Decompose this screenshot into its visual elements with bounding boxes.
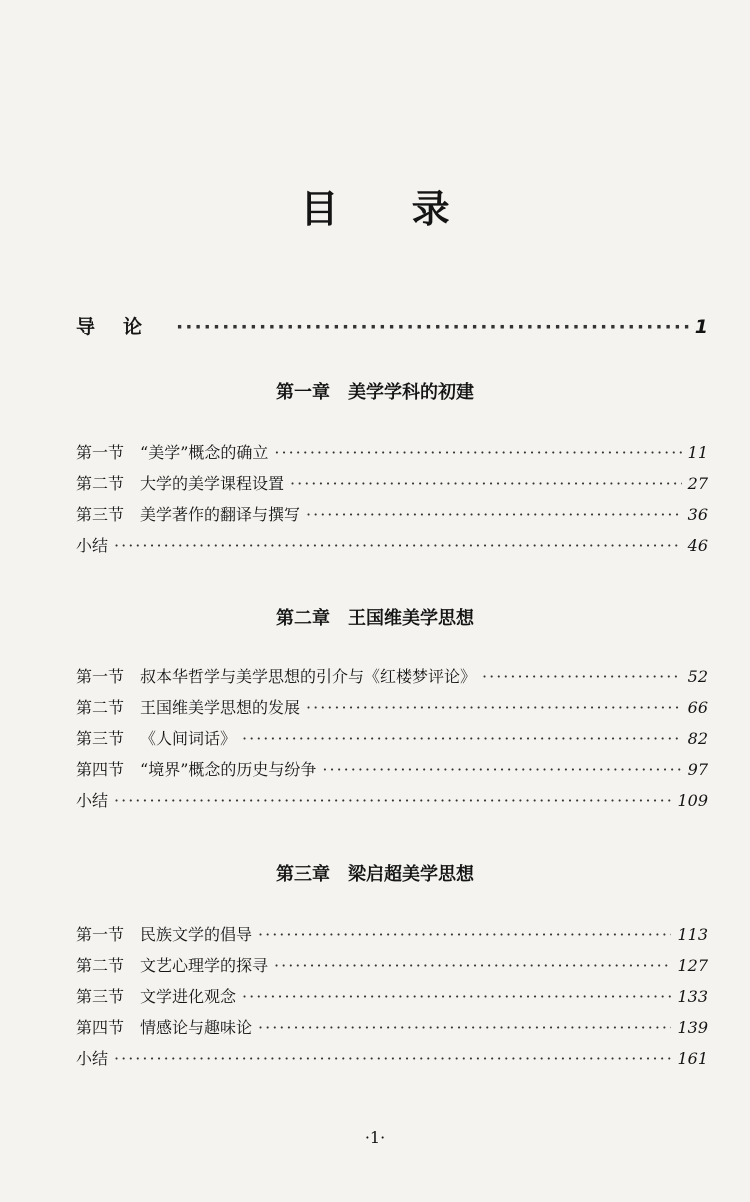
section-number: 第三节 [76, 505, 125, 524]
intro-label: 导论 [76, 316, 171, 338]
toc-intro-row[interactable] [76, 312, 708, 339]
section-title: 王国维美学思想的发展 [140, 698, 301, 717]
toc-entry[interactable] [76, 922, 708, 953]
leader-dots [290, 474, 682, 493]
leader-dots [482, 667, 682, 686]
toc-entry[interactable] [76, 471, 708, 502]
leader-dots [242, 729, 682, 748]
intro-page-number: 1 [694, 316, 708, 338]
section-title: 《人间词话》 [140, 729, 237, 748]
leader-dots [176, 316, 689, 338]
section-title: 小结 [76, 536, 109, 555]
section-number: 第二节 [76, 474, 125, 493]
chapter-title: 美学学科的初建 [348, 382, 474, 403]
toc-entry[interactable] [76, 440, 708, 471]
leader-dots [306, 698, 682, 717]
page-number: 139 [677, 1018, 708, 1037]
section-title: “境界”概念的历史与纷争 [140, 760, 317, 779]
section-title: 叔本华哲学与美学思想的引介与《红楼梦评论》 [140, 667, 477, 686]
chapter-title: 王国维美学思想 [348, 608, 474, 629]
toc-entry[interactable] [76, 757, 708, 788]
chapter-1-entries [76, 440, 708, 564]
page-number: 66 [687, 698, 708, 717]
toc-entry[interactable] [76, 788, 708, 819]
toc-entry[interactable] [76, 1015, 708, 1046]
section-number: 第四节 [76, 760, 125, 779]
page-number: 113 [677, 925, 708, 944]
page-number: 36 [687, 505, 708, 524]
leader-dots [258, 925, 671, 944]
toc-entry[interactable] [76, 695, 708, 726]
chapter-heading-1 [0, 378, 750, 404]
leader-dots [322, 760, 681, 779]
toc-entry[interactable] [76, 726, 708, 757]
section-title: 情感论与趣味论 [140, 1018, 253, 1037]
section-number: 第三节 [76, 987, 125, 1006]
chapter-2-entries [76, 664, 708, 819]
section-number: 第一节 [76, 443, 125, 462]
section-title: 小结 [76, 791, 109, 810]
leader-dots [242, 987, 671, 1006]
section-number: 第一节 [76, 667, 125, 686]
section-title: 大学的美学课程设置 [140, 474, 285, 493]
leader-dots [114, 536, 682, 555]
page-title: 目 录 [300, 187, 480, 231]
page-number: 82 [687, 729, 708, 748]
page-number: 133 [677, 987, 708, 1006]
section-title: 小结 [76, 1049, 109, 1068]
page-footer-number: ·1· [364, 1128, 386, 1147]
section-number: 第二节 [76, 956, 125, 975]
toc-entry[interactable] [76, 502, 708, 533]
page-number: 127 [677, 956, 708, 975]
section-number: 第一节 [76, 925, 125, 944]
page-number: 97 [687, 760, 708, 779]
page-number: 11 [687, 443, 708, 462]
toc-entry[interactable] [76, 664, 708, 695]
section-number: 第三节 [76, 729, 125, 748]
toc-entry[interactable] [76, 984, 708, 1015]
leader-dots [274, 956, 671, 975]
toc-entry[interactable] [76, 1046, 708, 1077]
chapter-number: 第二章 [276, 608, 330, 629]
leader-dots [306, 505, 682, 524]
section-title: 美学著作的翻译与撰写 [140, 505, 301, 524]
page-number: 27 [687, 474, 708, 493]
section-number: 第四节 [76, 1018, 125, 1037]
page-number: 109 [677, 791, 708, 810]
section-title: 民族文学的倡导 [140, 925, 253, 944]
chapter-title: 梁启超美学思想 [348, 864, 474, 885]
section-title: “美学”概念的确立 [140, 443, 269, 462]
leader-dots [274, 443, 681, 462]
toc-entry[interactable] [76, 953, 708, 984]
page-number: 46 [687, 536, 708, 555]
chapter-number: 第三章 [276, 864, 330, 885]
section-number: 第二节 [76, 698, 125, 717]
section-title: 文艺心理学的探寻 [140, 956, 269, 975]
chapter-3-entries [76, 922, 708, 1077]
bleed-through [70, 60, 83, 79]
page-number: 52 [687, 667, 708, 686]
leader-dots [114, 1049, 671, 1068]
chapter-number: 第一章 [276, 382, 330, 403]
toc-entry[interactable] [76, 533, 708, 564]
chapter-heading-2 [0, 604, 750, 630]
chapter-heading-3 [0, 860, 750, 886]
leader-dots [258, 1018, 671, 1037]
page-number: 161 [677, 1049, 708, 1068]
leader-dots [114, 791, 671, 810]
section-title: 文学进化观念 [140, 987, 237, 1006]
